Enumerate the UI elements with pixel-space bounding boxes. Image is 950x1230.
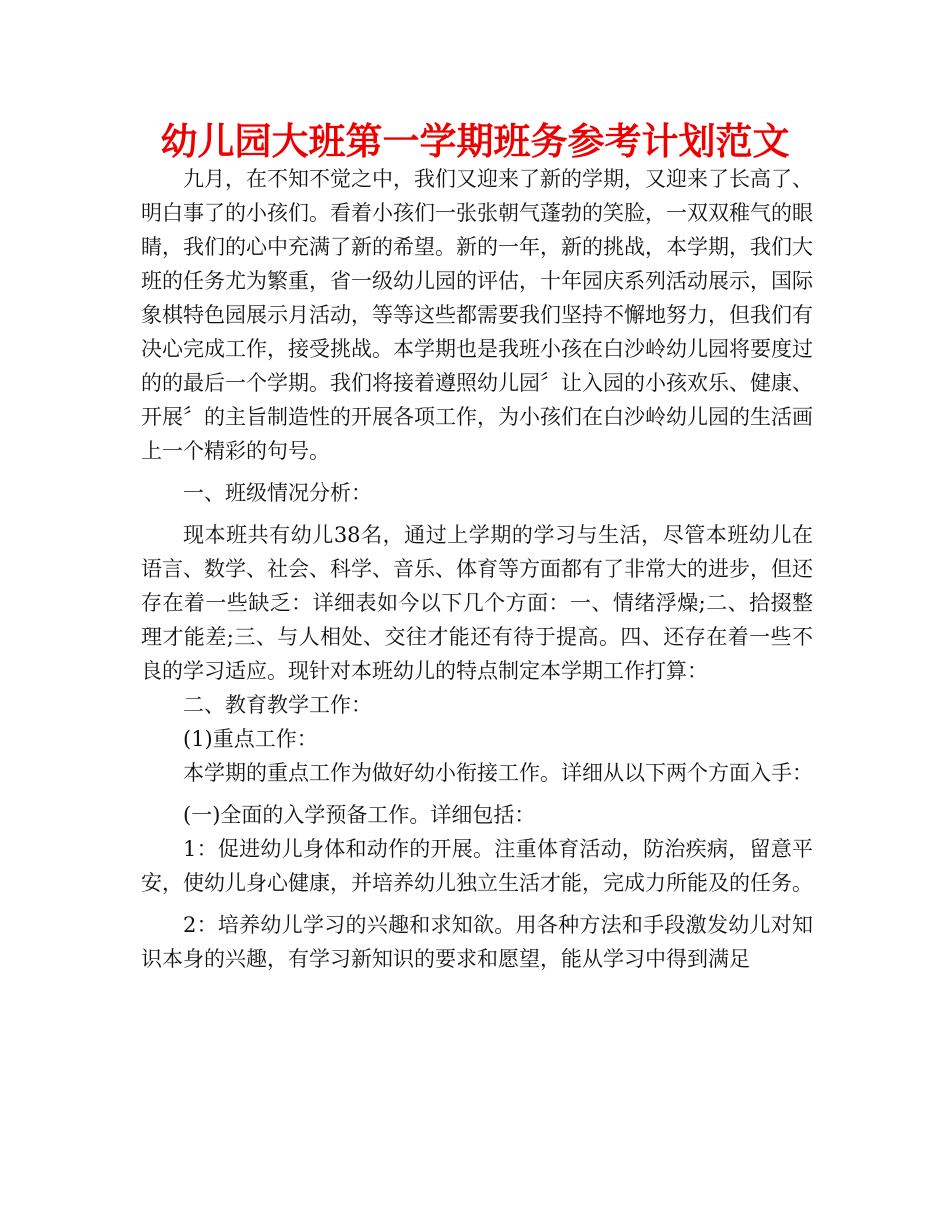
document-title: 幼儿园大班第一学期班务参考计划范文 [160, 120, 790, 163]
list-item-2: 2：培养幼儿学习的兴趣和求知欲。用各种方法和手段激发幼儿对知识本身的兴趣，有学习新知识的要求和愿望，能从学习中得到满足 [141, 913, 813, 971]
heading-teaching-work: 二、教育教学工作： [183, 693, 372, 717]
list-item-1: 1：促进幼儿身体和动作的开展。注重体育活动，防治疾病，留意平安，使幼儿身心健康，并培养幼儿独立生活才能，完成力所能及的任务。 [141, 837, 813, 895]
heading-key-work: (1)重点工作： [183, 727, 318, 751]
paragraph-class-analysis: 现本班共有幼儿38名，通过上学期的学习与生活，尽管本班幼儿在语言、数学、社会、科学、音乐、体育等方面都有了非常大的进步，但还存在着一些缺乏：详细表如今以下几个方面：一、情绪浮燥;二、拾掇整理才能差;三、与人相处、交往才能还有待于提高。四、还存在着一些不良的学习适应。现针对本班幼儿的特点制定本学期工作打算： [141, 523, 813, 683]
heading-class-analysis: 一、班级情况分析： [183, 481, 372, 505]
heading-school-preparation: (一)全面的入学预备工作。详细包括： [183, 803, 536, 827]
paragraph-key-work: 本学期的重点工作为做好幼小衔接工作。详细从以下两个方面入手： [183, 761, 813, 785]
paragraph-intro: 九月，在不知不觉之中，我们又迎来了新的学期，又迎来了长高了、明白事了的小孩们。看着小孩们一张张朝气蓬勃的笑脸，一双双稚气的眼睛，我们的心中充满了新的希望。新的一年，新的挑战，本学期，我们大班的任务尤为繁重，省一级幼儿园的评估，十年园庆系列活动展示，国际象棋特色园展示月活动，等等这些都需要我们坚持不懈地努力，但我们有决心完成工作，接受挑战。本学期也是我班小孩在白沙岭幼儿园将要度过的的最后一个学期。我们将接着遵照幼儿园〞让入园的小孩欢乐、健康、开展〞的主旨制造性的开展各项工作，为小孩们在白沙岭幼儿园的生活画上一个精彩的句号。 [141, 167, 813, 463]
document-body [141, 162, 813, 976]
